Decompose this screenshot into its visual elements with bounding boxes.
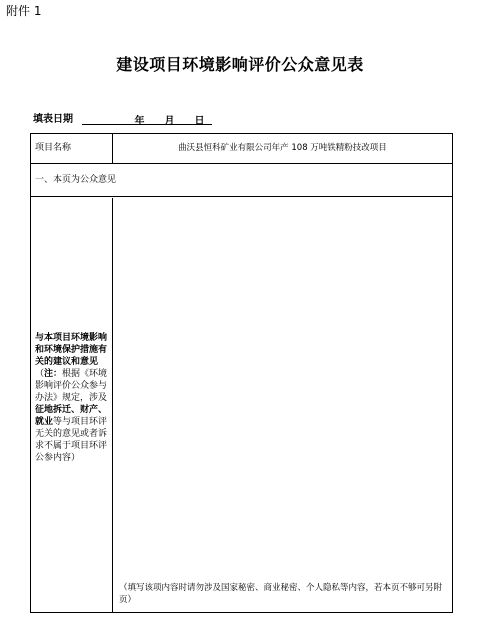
note-label: 注： [44,369,63,379]
opinion-label-cell [31,198,113,612]
fill-date-label: 填表日期 [33,114,73,125]
note-bold-topics: 征地拆迁、财产、就业 [35,405,108,427]
page-title: 建设项目环境影响评价公众意见表 [116,55,364,74]
project-name-value: 曲沃县恒科矿业有限公司年产 108 万吨铁精粉技改项目 [178,143,387,153]
opinion-label-bold: 与本项目环境影响和环境保护措施有关的建议和意见 [35,333,108,367]
fill-date-field[interactable] [82,112,212,125]
project-name-row [31,134,452,164]
opinion-row [31,198,452,612]
note-text-2: 等与项目环评无关的意见或者诉求不属于项目环评公参内容） [35,417,108,463]
footer-note: （填写该项内容时请勿涉及国家秘密、商业秘密、个人隐私等内容，若本页不够可另附页） [119,583,443,605]
year-label: 年 [134,116,145,127]
fill-date-row [33,110,212,125]
attachment-label: 附件 1 [6,4,42,18]
opinion-form-table [30,133,453,613]
note-text-1: 根据《环境影响评价公众参与办法》规定，涉及 [35,369,108,403]
section-title: 一、本页为公众意见 [31,164,452,197]
note-paren: （ [35,369,45,379]
month-label: 月 [164,116,175,127]
day-label: 日 [194,116,205,127]
opinion-label-text [35,332,111,464]
project-name-label: 项目名称 [31,134,113,163]
